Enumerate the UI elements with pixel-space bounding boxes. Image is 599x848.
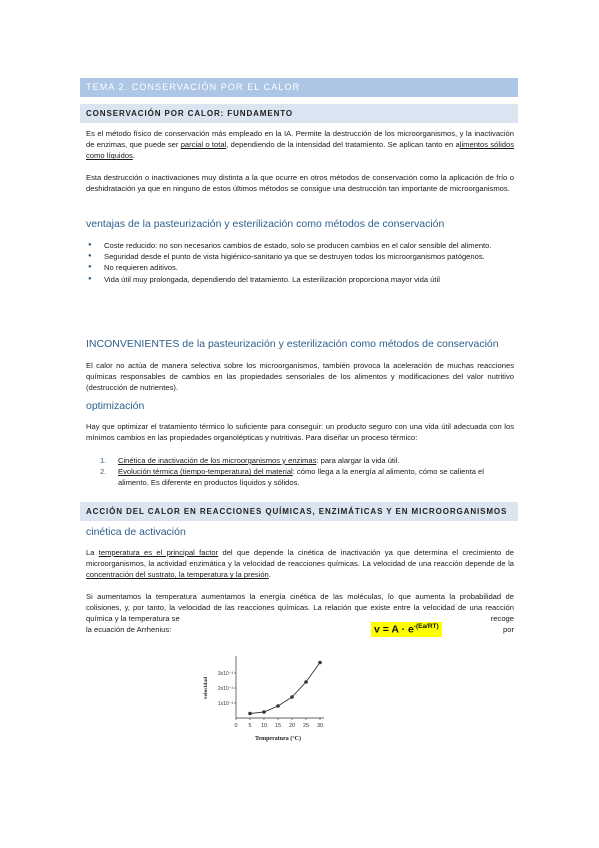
- heading-inconvenientes: INCONVENIENTES de la pasteurización y esterilización como métodos de conservación: [86, 338, 499, 350]
- data-point: [318, 661, 322, 665]
- data-point: [290, 695, 294, 699]
- paragraph-destruccion: Esta destrucción o inactivaciones muy distinta a la que ocurre en otros métodos de conservación como la aplicación de frío o deshidratación ya que en ninguno de estos últimos métodos se consigue una destrucción tan importante de microorganismos.: [86, 173, 514, 194]
- x-axis-label: Temperatura (°C): [254, 736, 302, 742]
- list-item: ● No requieren aditivos.: [86, 262, 514, 273]
- velocity-temperature-chart: [196, 652, 330, 742]
- text-run: .: [268, 570, 271, 580]
- paragraph-optimizacion: Hay que optimizar el tratamiento térmico lo suficiente para conseguir: un producto seguro con una vida útil adecuada con los mínimos cambios en las propiedades organolépticas y nutritivas. Para diseñar un proceso térmico:: [86, 422, 514, 443]
- heading-ventajas: ventajas de la pasteurización y esterilización como métodos de conservación: [86, 218, 445, 230]
- heading-optimizacion: optimización: [86, 400, 145, 412]
- x-tick-label: 0: [234, 723, 238, 729]
- underlined-text: limentos sólidos como líquidos: [86, 140, 515, 161]
- text-run: Si aumentamos la temperatura aumentamos la energía cinética de las moléculas, lo que aumenta la probabilidad de colisiones, y, por tanto, la velocidad de las reacciones químicas. La relación que existe entre la velocidad de una reacción química y la temperatura se: [86, 592, 514, 624]
- y-tick-label: 2x10⁻³: [217, 686, 233, 692]
- list-item: ● Seguridad desde el punto de vista higiénico-sanitario ya que se destruyen todos los microorganismos patógenos.: [86, 251, 514, 262]
- ventajas-list: [86, 240, 514, 285]
- underlined-text: Evolución térmica (tiempo-temperatura) del material: [118, 467, 293, 477]
- y-tick-label: 1x10⁻³: [217, 701, 233, 707]
- section-heading-accion-calor: ACCIÓN DEL CALOR EN REACCIONES QUÍMICAS, ENZIMÁTICAS Y EN MICROORGANISMOS: [80, 502, 518, 521]
- underlined-text: temperatura es el principal factor: [98, 548, 219, 557]
- underlined-text: Cinética de inactivación de los microorganismos y enzimas: [118, 456, 317, 465]
- data-point: [262, 710, 266, 714]
- text-arrhenius: la ecuación de Arrhenius:: [86, 625, 172, 634]
- x-tick-label: 30: [316, 723, 324, 729]
- paragraph-energia-cinetica: [86, 591, 514, 625]
- text-run: del que depende la cinética de inactivación ya que determina el crecimiento de microorganismos, la actividad enzimática y la velocidad de reacciones químicas. La velocidad de una reacción depende de la: [86, 548, 514, 569]
- list-item: ● Vida útil muy prolongada, dependiendo del tratamiento. La esterilización proporciona mayor vida útil: [86, 274, 514, 285]
- heading-cinetica: cinética de activación: [86, 526, 186, 538]
- text-run: : cómo llega a la energía al alimento, cómo se calienta el alimento. Es diferente en productos líquidos y sólidos.: [118, 467, 484, 488]
- data-point: [304, 680, 308, 684]
- x-tick-label: 15: [274, 723, 282, 729]
- paragraph-fundamento: [86, 128, 514, 162]
- y-axis-label: velocidad: [203, 676, 209, 700]
- paragraph-inconvenientes: El calor no actúa de manera selectiva sobre los microorganismos, también provoca la aceleración de muchas reacciones químicas responsables de cambios en las propiedades sensoriales de los alimentos y modificaciones del valor nutritivo (destrucción de nutrientes).: [86, 361, 514, 393]
- text-run: , dependiendo de la intensidad del tratamiento. Se aplican tanto en a: [226, 140, 460, 150]
- arrhenius-formula: [371, 622, 442, 637]
- optimizacion-list: [86, 455, 514, 489]
- x-tick-label: 10: [260, 723, 268, 729]
- x-tick-label: 5: [248, 723, 252, 729]
- list-number: 2.: [100, 467, 107, 477]
- data-point: [248, 712, 252, 716]
- list-item: ● Coste reducido: no son necesarios cambios de estado, solo se producen cambios en el calor sensible del alimento.: [86, 240, 514, 251]
- formula-exponent: -(Ea/RT): [413, 623, 439, 630]
- formula-base: v = A · e: [374, 623, 414, 636]
- x-tick-label: 25: [302, 723, 310, 729]
- underlined-text: parcial o total: [180, 140, 227, 150]
- text-run: .: [132, 151, 135, 161]
- text-run: Es el método físico de conservación más empleado en la IA. Permite la destrucción de los microorganismos, y la inactivación de enzimas, que puede ser: [86, 129, 514, 150]
- list-item: [86, 455, 514, 466]
- series-line: [250, 663, 320, 714]
- underlined-text: concentración del sustrato, la temperatura y la presión: [86, 570, 269, 580]
- text-run: : para alargar la vida útil.: [316, 456, 400, 465]
- list-item: [86, 466, 514, 488]
- list-number: 1.: [100, 456, 107, 465]
- page-title: TEMA 2. CONSERVACIÓN POR EL CALOR: [80, 78, 518, 97]
- section-heading-fundamento: CONSERVACIÓN POR CALOR: FUNDAMENTO: [80, 104, 518, 123]
- data-point: [276, 704, 280, 708]
- paragraph-temperatura: [86, 547, 514, 581]
- y-tick-label: 3x10⁻³: [217, 671, 233, 677]
- text-recoge-por: recoge por: [490, 614, 514, 635]
- text-run: La: [86, 548, 99, 557]
- x-tick-label: 20: [288, 723, 296, 729]
